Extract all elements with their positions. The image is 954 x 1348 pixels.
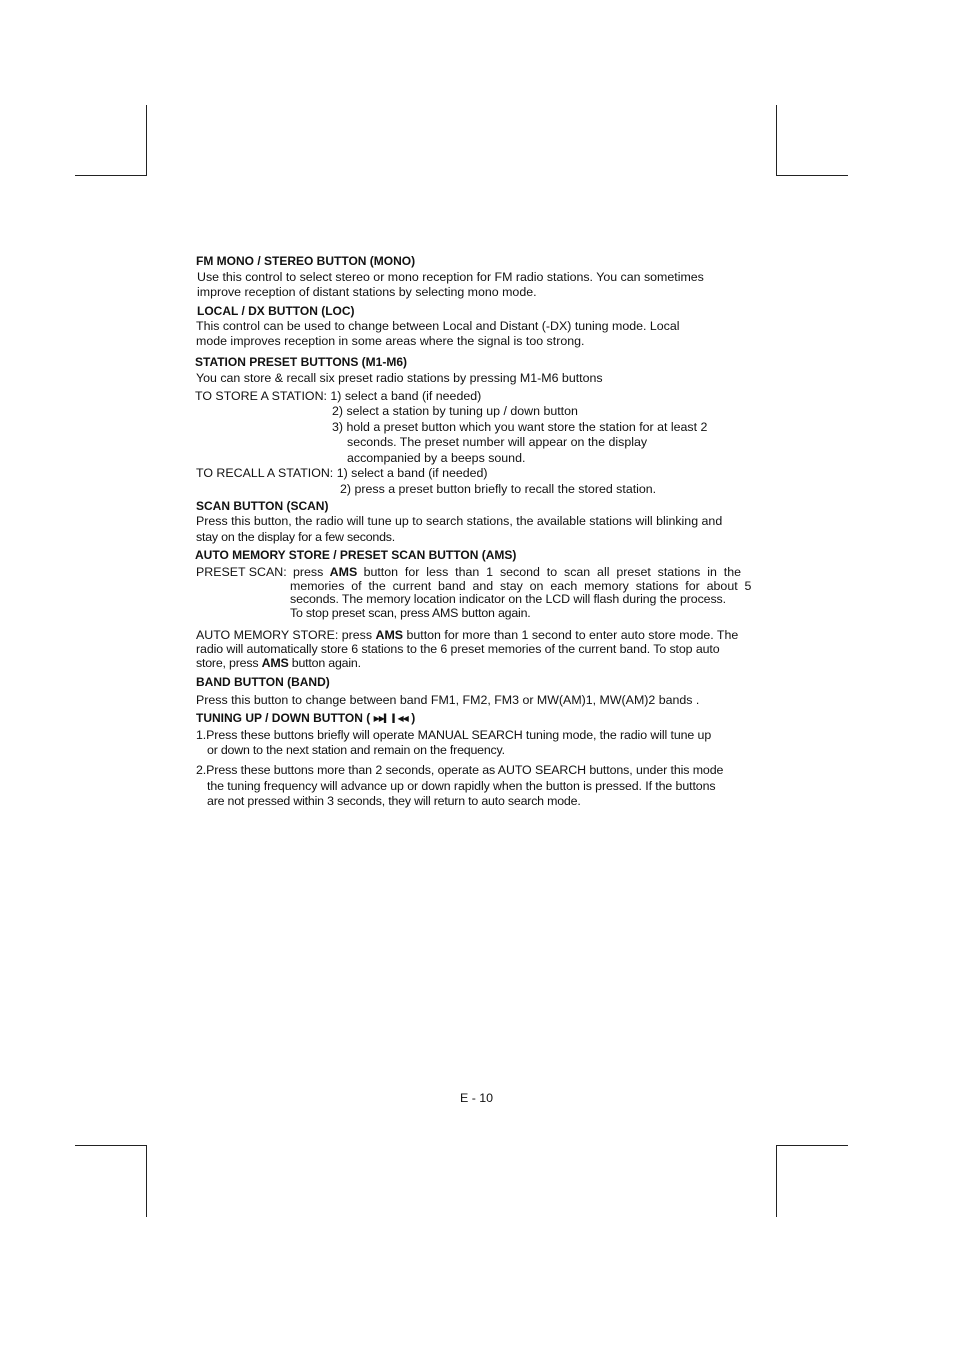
band-text-line-1: Press this button to change between band FM1, FM2, FM3 or MW(AM)1, MW(AM)2 bands .: [196, 693, 700, 707]
auto-memory-line-1: [196, 628, 738, 643]
auto-memory-line-3-suffix: button again.: [291, 656, 361, 670]
loc-heading: LOCAL / DX BUTTON (LOC): [197, 304, 355, 318]
recall-station-step-1: TO RECALL A STATION: 1) select a band (if needed): [196, 466, 488, 480]
mono-text-line-1: Use this control to select stereo or mono reception for FM radio stations. You can sometimes: [197, 270, 704, 284]
preset-scan-line-2: memories of the current band and stay on each memory stations for about 5: [290, 579, 752, 593]
next-track-icon: ▶▶▍: [373, 714, 390, 723]
preset-scan-press: press: [293, 565, 324, 579]
tuning-heading: [196, 711, 415, 726]
crop-mark-bottom-left-horizontal: [75, 1145, 147, 1146]
store-station-step-1: TO STORE A STATION: 1) select a band (if needed): [195, 389, 482, 403]
crop-mark-bottom-right-horizontal: [776, 1145, 848, 1146]
page-number: E - 10: [460, 1091, 494, 1105]
preset-heading: STATION PRESET BUTTONS (M1-M6): [195, 355, 408, 369]
auto-memory-line-1-rest: button for more than 1 second to enter auto store mode. The: [406, 628, 739, 642]
crop-mark-top-right-horizontal: [776, 175, 848, 176]
tuning-item-2-line-3: are not pressed within 3 seconds, they will return to auto search mode.: [207, 794, 581, 808]
ams-heading: AUTO MEMORY STORE / PRESET SCAN BUTTON (AMS): [195, 548, 517, 562]
auto-memory-ams: AMS: [375, 628, 404, 642]
scan-text-line-2: stay on the display for a few seconds.: [196, 530, 396, 544]
crop-mark-bottom-left-vertical: [146, 1145, 147, 1217]
preset-scan-line-4: To stop preset scan, press AMS button again.: [290, 606, 531, 620]
preset-intro: You can store & recall six preset radio stations by pressing M1-M6 buttons: [196, 371, 603, 385]
store-station-step-3-line-2: seconds. The preset number will appear on the display: [347, 435, 648, 449]
tuning-item-1-line-2: or down to the next station and remain on the frequency.: [207, 743, 505, 757]
preset-scan-label-text: PRESET SCAN:: [196, 565, 287, 579]
preset-scan-ams: AMS: [329, 565, 358, 579]
scan-text-line-1: Press this button, the radio will tune up to search stations, the available stations will blinking and: [196, 514, 723, 528]
recall-station-step-2: 2) press a preset button briefly to recall the stored station.: [340, 482, 657, 496]
auto-memory-line-3: [196, 656, 361, 671]
preset-scan-label: [196, 565, 741, 580]
preset-scan-line-1-rest: button for less than 1 second to scan all preset stations in the: [363, 565, 741, 579]
tuning-heading-close: ): [411, 711, 416, 725]
tuning-heading-text: TUNING UP / DOWN BUTTON (: [196, 711, 371, 725]
crop-mark-top-right-vertical: [776, 105, 777, 176]
preset-scan-line-3: seconds. The memory location indicator on the LCD will flash during the process.: [290, 592, 726, 606]
mono-text-line-2: improve reception of distant stations by selecting mono mode.: [197, 285, 537, 299]
auto-memory-line-3-prefix: store, press: [196, 656, 259, 670]
auto-memory-line-2: radio will automatically store 6 stations to the 6 preset memories of the current band. To stop auto: [196, 642, 720, 656]
previous-track-icon: ▍◀◀: [392, 714, 408, 723]
store-station-step-3-line-1: 3) hold a preset button which you want store the station for at least 2: [332, 420, 708, 434]
tuning-item-2-line-2: the tuning frequency will advance up or down rapidly when the button is pressed. If the buttons: [207, 779, 716, 793]
crop-mark-bottom-right-vertical: [776, 1145, 777, 1217]
tuning-item-2-line-1: 2.Press these buttons more than 2 seconds, operate as AUTO SEARCH buttons, under this mode: [196, 763, 724, 777]
auto-memory-line-1-prefix: AUTO MEMORY STORE: press: [196, 628, 373, 642]
mono-heading: FM MONO / STEREO BUTTON (MONO): [196, 254, 416, 268]
tuning-item-1-line-1: 1.Press these buttons briefly will operate MANUAL SEARCH tuning mode, the radio will tune up: [196, 728, 712, 742]
store-station-step-3-line-3: accompanied by a beeps sound.: [347, 451, 526, 465]
loc-text-line-1: This control can be used to change between Local and Distant (-DX) tuning mode. Local: [196, 319, 680, 333]
loc-text-line-2: mode improves reception in some areas where the signal is too strong.: [196, 334, 585, 348]
auto-memory-line-3-ams: AMS: [261, 656, 289, 670]
band-heading: BAND BUTTON (BAND): [196, 675, 330, 689]
scan-heading: SCAN BUTTON (SCAN): [196, 499, 329, 513]
crop-mark-top-left-horizontal: [75, 175, 147, 176]
crop-mark-top-left-vertical: [146, 105, 147, 176]
store-station-step-2: 2) select a station by tuning up / down button: [332, 404, 578, 418]
